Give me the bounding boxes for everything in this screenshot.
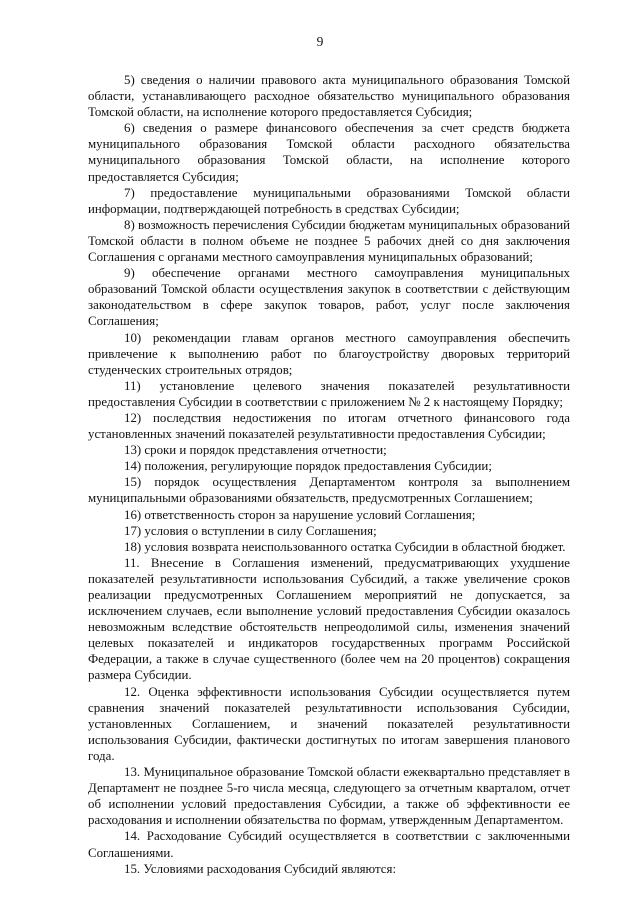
paragraph-item-5: 5) сведения о наличии правового акта муниципального образования Томской области, устанавливающего расходное обязательство муниципального образования Томской области, на исполнение которого предоставляется Субсидия; — [88, 73, 570, 120]
paragraph-item-15: 15) порядок осуществления Департаментом контроля за выполнением муниципальными образованиями обязательств, предусмотренных Соглашением; — [88, 475, 570, 506]
paragraph-item-12: 12) последствия недостижения по итогам отчетного финансового года установленных значений показателей результативности предоставления Субсидии; — [88, 410, 570, 442]
document-body — [88, 72, 570, 877]
paragraph-section-15: 15. Условиями расходования Субсидий являются: — [124, 861, 397, 876]
paragraph-item-17: 17) условия о вступлении в силу Соглашения; — [124, 523, 377, 538]
paragraph-section-14: 14. Расходование Субсидий осуществляется в соответствии с заключенными Соглашениями. — [88, 829, 570, 860]
paragraph-item-10: 10) рекомендации главам органов местного самоуправления обеспечить привлечение к выполнению работ по благоустройству дворовых территорий студенческих строительных отрядов; — [88, 330, 570, 377]
paragraph-item-14: 14) положения, регулирующие порядок предоставления Субсидии; — [124, 459, 492, 474]
paragraph-item-9: 9) обеспечение органами местного самоуправления муниципальных образований Томской области осуществления закупок в соответствии с действующим законодательством в сфере закупок товаров, работ, услуг после заключения Соглашения; — [88, 266, 570, 329]
paragraph-item-11: 11) установление целевого значения показателей результативности предоставления Субсидии в соответствии с приложением № 2 к настоящему Порядку; — [88, 378, 570, 409]
paragraph-section-13: 13. Муниципальное образование Томской области ежеквартально представляет в Департамент не позднее 5-го числа месяца, следующего за отчетным кварталом, отчет об исполнении условий предоставления Субсидии, а также об эффективности ее расходования и исполнении обязательства по формам, утвержденным Департаментом. — [88, 765, 570, 828]
paragraph-section-12: 12. Оценка эффективности использования Субсидии осуществляется путем сравнения значений показателей результативности использования Субсидии, установленных Соглашением, и значений показателей результативности использования Субсидии, фактически достигнутых по итогам завершения планового года. — [88, 684, 570, 763]
paragraph-item-16: 16) ответственность сторон за нарушение условий Соглашения; — [124, 507, 476, 522]
paragraph-item-7: 7) предоставление муниципальными образованиями Томской области информации, подтверждающей потребность в средствах Субсидии; — [88, 185, 570, 216]
paragraph-item-8: 8) возможность перечисления Субсидии бюджетам муниципальных образований Томской области в полном объеме не позднее 5 рабочих дней со дня заключения Соглашения с органами местного самоуправления муниципальных образований; — [88, 217, 570, 265]
paragraph-item-18: 18) условия возврата неиспользованного остатка Субсидии в областной бюджет. — [124, 539, 566, 554]
paragraph-section-11: 11. Внесение в Соглашения изменений, предусматривающих ухудшение показателей результативности использования Субсидий, а также увеличение сроков реализации предусмотренных Соглашением мероприятий не допускается, за исключением случаев, если выполнение условий предоставления Субсидии оказалось невозможным вследствие обстоятельств непреодолимой силы, изменения значений целевых показателей и индикаторов государственных программ Российской Федерации, а также в случае существенного (более чем на 20 процентов) сокращения размера Субсидии. — [88, 555, 570, 683]
paragraph-item-13: 13) сроки и порядок представления отчетности; — [124, 443, 387, 458]
paragraph-item-6: 6) сведения о размере финансового обеспечения за счет средств бюджета муниципального образования Томской области расходного обязательства муниципального образования Томской области, на исполнение которого предоставляется Субсидия; — [88, 121, 570, 184]
page-number: 9 — [316, 34, 324, 49]
